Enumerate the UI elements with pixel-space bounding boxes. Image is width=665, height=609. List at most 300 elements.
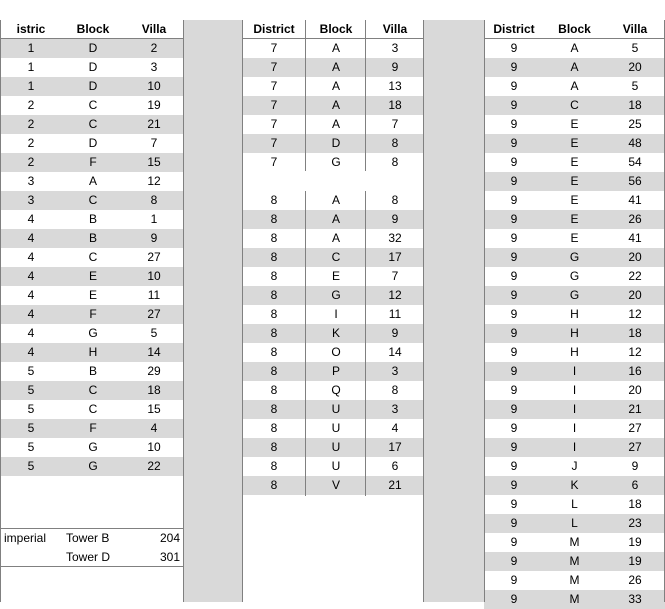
table-cell: 9: [484, 419, 544, 438]
table-cell: O: [306, 343, 366, 362]
table-cell: 8: [242, 191, 306, 210]
table-row: [484, 286, 665, 305]
table-cell: U: [306, 457, 366, 476]
table-cell: G: [62, 457, 124, 476]
table-cell: J: [544, 457, 605, 476]
table-cell: L: [544, 514, 605, 533]
table-cell: 8: [366, 153, 424, 172]
header-row: [484, 20, 665, 39]
table-cell: F: [62, 305, 124, 324]
table-row: [0, 58, 184, 77]
table-cell: 21: [124, 115, 184, 134]
table-row: [0, 324, 184, 343]
table-row: [242, 39, 424, 58]
table-cell: 13: [366, 77, 424, 96]
table-cell: 4: [0, 343, 62, 362]
table-cell: 4: [0, 229, 62, 248]
table-cell: D: [62, 58, 124, 77]
table-cell: 5: [0, 400, 62, 419]
table-cell: 10: [124, 267, 184, 286]
table-cell: 9: [484, 533, 544, 552]
table-row: [484, 191, 665, 210]
table-cell: 18: [605, 324, 665, 343]
table-row: [484, 362, 665, 381]
table-cell: 8: [242, 400, 306, 419]
table-cell: 7: [366, 115, 424, 134]
table-cell: 18: [124, 381, 184, 400]
table-cell: 9: [484, 134, 544, 153]
table-cell: 8: [366, 191, 424, 210]
table-cell: 8: [242, 229, 306, 248]
table-cell: F: [62, 153, 124, 172]
table-cell: 9: [484, 229, 544, 248]
table-cell: 9: [484, 343, 544, 362]
table-cell: 5: [0, 362, 62, 381]
table-cell: 8: [366, 381, 424, 400]
table-cell: F: [62, 419, 124, 438]
table-row: [242, 267, 424, 286]
table-cell: K: [306, 324, 366, 343]
table-row: [242, 324, 424, 343]
table-cell: A: [544, 58, 605, 77]
table-cell: 22: [124, 457, 184, 476]
column-header[interactable]: Villa: [124, 20, 184, 39]
table-cell: 29: [124, 362, 184, 381]
table-cell: M: [544, 533, 605, 552]
grid-line: [365, 191, 366, 496]
table-cell: 17: [366, 438, 424, 457]
table-cell: I: [544, 400, 605, 419]
table-cell: 26: [605, 210, 665, 229]
table-cell: 2: [0, 115, 62, 134]
table-cell: I: [306, 305, 366, 324]
table-cell: 7: [242, 58, 306, 77]
table-row: [0, 381, 184, 400]
table-cell: [306, 172, 366, 191]
table-row: [242, 305, 424, 324]
table-row: [0, 229, 184, 248]
table-row: [0, 134, 184, 153]
table-row: [0, 362, 184, 381]
table-row: [484, 514, 665, 533]
column-header: Villa: [366, 20, 424, 39]
table-3: [484, 20, 665, 609]
table-cell: 1: [0, 58, 62, 77]
table-cell: E: [62, 267, 124, 286]
table-cell: 4: [0, 210, 62, 229]
table-cell: 41: [605, 191, 665, 210]
table-row: [242, 153, 424, 172]
table-row: [242, 58, 424, 77]
table-cell: 32: [366, 229, 424, 248]
table-cell: C: [62, 400, 124, 419]
table-cell: 9: [484, 381, 544, 400]
table-row: [242, 457, 424, 476]
table-row: [242, 134, 424, 153]
table-cell: 9: [484, 267, 544, 286]
table-cell: 9: [605, 457, 665, 476]
table-cell: A: [306, 229, 366, 248]
table-cell: B: [62, 229, 124, 248]
table-cell: 11: [124, 286, 184, 305]
table-row: [484, 267, 665, 286]
table-row: [0, 191, 184, 210]
table-cell: 1: [124, 210, 184, 229]
extra-value: 204: [159, 531, 180, 545]
table-cell: 9: [484, 514, 544, 533]
table-cell: 20: [605, 286, 665, 305]
grid-line: [365, 20, 366, 171]
table-row: [242, 419, 424, 438]
table-cell: 9: [484, 191, 544, 210]
table-cell: 8: [242, 362, 306, 381]
table-row: [0, 400, 184, 419]
table-cell: 27: [605, 419, 665, 438]
table-cell: 9: [484, 438, 544, 457]
table-cell: E: [544, 210, 605, 229]
table-cell: 7: [242, 153, 306, 172]
table-cell: 48: [605, 134, 665, 153]
table-cell: 21: [605, 400, 665, 419]
table-cell: 1: [0, 77, 62, 96]
table-cell: A: [306, 210, 366, 229]
table-row: [242, 438, 424, 457]
grid-line: [305, 20, 306, 171]
column-header[interactable]: Block: [62, 20, 124, 39]
table-row: [242, 191, 424, 210]
table-cell: 4: [0, 267, 62, 286]
table-row: [0, 96, 184, 115]
table-row: [0, 438, 184, 457]
table-row: [0, 77, 184, 96]
table-row: [0, 419, 184, 438]
table-cell: 5: [605, 77, 665, 96]
table-cell: 3: [366, 362, 424, 381]
table-cell: D: [62, 134, 124, 153]
table-cell: 9: [484, 324, 544, 343]
table-cell: 17: [366, 248, 424, 267]
table-cell: 8: [242, 438, 306, 457]
table-row: [484, 96, 665, 115]
table-row: [242, 115, 424, 134]
table-cell: E: [544, 229, 605, 248]
header-row: [242, 20, 424, 39]
table-cell: 9: [366, 324, 424, 343]
table-cell: 9: [484, 96, 544, 115]
table-cell: Q: [306, 381, 366, 400]
extra-block: Tower B: [66, 531, 110, 545]
table-cell: K: [544, 476, 605, 495]
table-cell: 4: [124, 419, 184, 438]
table-cell: 9: [484, 476, 544, 495]
table-cell: U: [306, 419, 366, 438]
table-cell: 9: [484, 552, 544, 571]
extra-label: imperial: [4, 531, 47, 545]
table-cell: P: [306, 362, 366, 381]
table-cell: 5: [0, 457, 62, 476]
table-cell: 6: [605, 476, 665, 495]
header-row: [0, 20, 184, 39]
table-row: [0, 39, 184, 58]
table-row: [484, 552, 665, 571]
table-row: [242, 400, 424, 419]
table-2: [242, 20, 424, 495]
table-cell: E: [544, 134, 605, 153]
table-cell: H: [544, 343, 605, 362]
table-cell: 9: [484, 58, 544, 77]
table-cell: 12: [366, 286, 424, 305]
table-cell: 9: [484, 248, 544, 267]
table-cell: C: [62, 248, 124, 267]
table-cell: B: [62, 362, 124, 381]
table-row: [0, 248, 184, 267]
table-row: [484, 248, 665, 267]
table-cell: 12: [605, 305, 665, 324]
table-cell: 9: [484, 495, 544, 514]
table-cell: A: [306, 77, 366, 96]
table-cell: E: [544, 191, 605, 210]
table-cell: U: [306, 438, 366, 457]
table-cell: 4: [366, 419, 424, 438]
table-1: [0, 20, 184, 476]
table-row: [484, 115, 665, 134]
table-cell: 8: [242, 381, 306, 400]
table-cell: 4: [0, 324, 62, 343]
table-cell: L: [544, 495, 605, 514]
column-header: Villa: [605, 20, 665, 39]
table-cell: 18: [366, 96, 424, 115]
table-cell: C: [306, 248, 366, 267]
table-row: [0, 115, 184, 134]
table-cell: 10: [124, 438, 184, 457]
table-cell: 6: [366, 457, 424, 476]
table-cell: 7: [242, 39, 306, 58]
table-cell: 21: [366, 476, 424, 495]
table-cell: 9: [484, 457, 544, 476]
table-cell: G: [544, 248, 605, 267]
table-cell: G: [544, 286, 605, 305]
table-cell: 56: [605, 172, 665, 191]
table-cell: H: [544, 305, 605, 324]
table-cell: 5: [124, 324, 184, 343]
table-cell: 27: [605, 438, 665, 457]
table-row: [242, 210, 424, 229]
table-cell: 14: [124, 343, 184, 362]
table-cell: 2: [124, 39, 184, 58]
table-row: [242, 77, 424, 96]
table-cell: 8: [242, 419, 306, 438]
table-cell: 9: [484, 115, 544, 134]
table-cell: C: [62, 381, 124, 400]
table-cell: 8: [242, 343, 306, 362]
table-cell: M: [544, 590, 605, 609]
table-row: [242, 476, 424, 495]
table-cell: 7: [124, 134, 184, 153]
table-row: [242, 172, 424, 191]
table-row: [0, 305, 184, 324]
table-cell: 7: [366, 267, 424, 286]
table-cell: 20: [605, 248, 665, 267]
table-row: [0, 457, 184, 476]
table-cell: B: [62, 210, 124, 229]
table-cell: 25: [605, 115, 665, 134]
table-cell: G: [306, 153, 366, 172]
table-cell: I: [544, 419, 605, 438]
table-cell: 8: [242, 457, 306, 476]
table-cell: I: [544, 362, 605, 381]
table-cell: 19: [605, 533, 665, 552]
table-cell: E: [544, 153, 605, 172]
table-cell: 27: [124, 305, 184, 324]
table-row: [484, 229, 665, 248]
table-cell: E: [62, 286, 124, 305]
table-cell: 19: [124, 96, 184, 115]
table-cell: 9: [484, 172, 544, 191]
table-cell: 5: [0, 381, 62, 400]
table-cell: 8: [366, 134, 424, 153]
table-cell: A: [306, 58, 366, 77]
table-row: [242, 381, 424, 400]
grid-line: [423, 20, 424, 602]
table-cell: U: [306, 400, 366, 419]
table-cell: 11: [366, 305, 424, 324]
table-cell: 8: [242, 248, 306, 267]
table-cell: D: [62, 39, 124, 58]
column-header: Block: [544, 20, 605, 39]
table-row: [0, 286, 184, 305]
table-cell: 8: [242, 476, 306, 495]
table-cell: 7: [242, 96, 306, 115]
grid-line: [484, 20, 485, 602]
table-row: [484, 495, 665, 514]
table-cell: A: [544, 39, 605, 58]
table-cell: M: [544, 552, 605, 571]
table-cell: A: [62, 172, 124, 191]
table-cell: 8: [242, 210, 306, 229]
table-row: [242, 362, 424, 381]
table-cell: 8: [242, 324, 306, 343]
table-cell: E: [544, 172, 605, 191]
table-cell: C: [544, 96, 605, 115]
table-cell: 7: [242, 134, 306, 153]
column-gap-1: [184, 20, 242, 602]
table-cell: 9: [484, 77, 544, 96]
table-cell: 8: [124, 191, 184, 210]
table-cell: C: [62, 115, 124, 134]
column-header: District: [484, 20, 544, 39]
table-cell: 20: [605, 381, 665, 400]
table-cell: 9: [484, 362, 544, 381]
table-row: [484, 172, 665, 191]
table-cell: E: [306, 267, 366, 286]
grid-line: [0, 528, 184, 529]
table-cell: 4: [0, 248, 62, 267]
table-cell: 5: [605, 39, 665, 58]
column-gap-2: [424, 20, 484, 602]
table-cell: 8: [242, 305, 306, 324]
table-row: [484, 590, 665, 609]
table-cell: A: [306, 96, 366, 115]
table-cell: D: [62, 77, 124, 96]
table-cell: A: [306, 115, 366, 134]
table-row: [484, 476, 665, 495]
grid-line: [242, 20, 243, 602]
table-cell: E: [544, 115, 605, 134]
table-cell: 5: [0, 419, 62, 438]
table-row: [484, 457, 665, 476]
table-cell: 7: [242, 115, 306, 134]
table-row: [484, 58, 665, 77]
table-cell: 20: [605, 58, 665, 77]
table-row: [0, 153, 184, 172]
table-cell: 9: [484, 590, 544, 609]
table-row: [484, 153, 665, 172]
grid-line: [0, 20, 1, 602]
grid-line: [305, 191, 306, 496]
table-cell: 33: [605, 590, 665, 609]
table-row: [484, 324, 665, 343]
column-header[interactable]: istric: [0, 20, 62, 39]
table-cell: 1: [0, 39, 62, 58]
table-cell: 2: [0, 134, 62, 153]
table-row: [484, 400, 665, 419]
table-row: [242, 248, 424, 267]
table-cell: I: [544, 438, 605, 457]
table-cell: 3: [0, 172, 62, 191]
table-cell: 18: [605, 96, 665, 115]
table-cell: 9: [366, 210, 424, 229]
table-cell: 9: [484, 571, 544, 590]
extra-value: 301: [159, 550, 180, 564]
table-cell: [242, 172, 306, 191]
table-row: [242, 343, 424, 362]
table-cell: G: [306, 286, 366, 305]
table-cell: A: [306, 191, 366, 210]
table-cell: 8: [242, 267, 306, 286]
table-cell: 12: [124, 172, 184, 191]
table-cell: C: [62, 96, 124, 115]
table-row: [242, 286, 424, 305]
table-cell: 54: [605, 153, 665, 172]
table-cell: 18: [605, 495, 665, 514]
table-cell: 10: [124, 77, 184, 96]
table-row: [242, 96, 424, 115]
table-row: [484, 134, 665, 153]
grid-line: [183, 20, 184, 602]
table-cell: 9: [484, 400, 544, 419]
table-cell: 9: [366, 58, 424, 77]
table-row: [484, 419, 665, 438]
table-cell: 2: [0, 96, 62, 115]
table-cell: 19: [605, 552, 665, 571]
table-cell: 8: [242, 286, 306, 305]
table-cell: C: [62, 191, 124, 210]
table-row: [484, 343, 665, 362]
table-cell: 15: [124, 400, 184, 419]
table-cell: A: [306, 39, 366, 58]
table-cell: 3: [366, 400, 424, 419]
table-cell: G: [62, 324, 124, 343]
table-row: [484, 305, 665, 324]
column-header: Block: [306, 20, 366, 39]
table-cell: 15: [124, 153, 184, 172]
table-cell: 9: [484, 210, 544, 229]
table-cell: A: [544, 77, 605, 96]
table-row: [484, 210, 665, 229]
table-cell: 9: [124, 229, 184, 248]
table-cell: M: [544, 571, 605, 590]
table-cell: 2: [0, 153, 62, 172]
